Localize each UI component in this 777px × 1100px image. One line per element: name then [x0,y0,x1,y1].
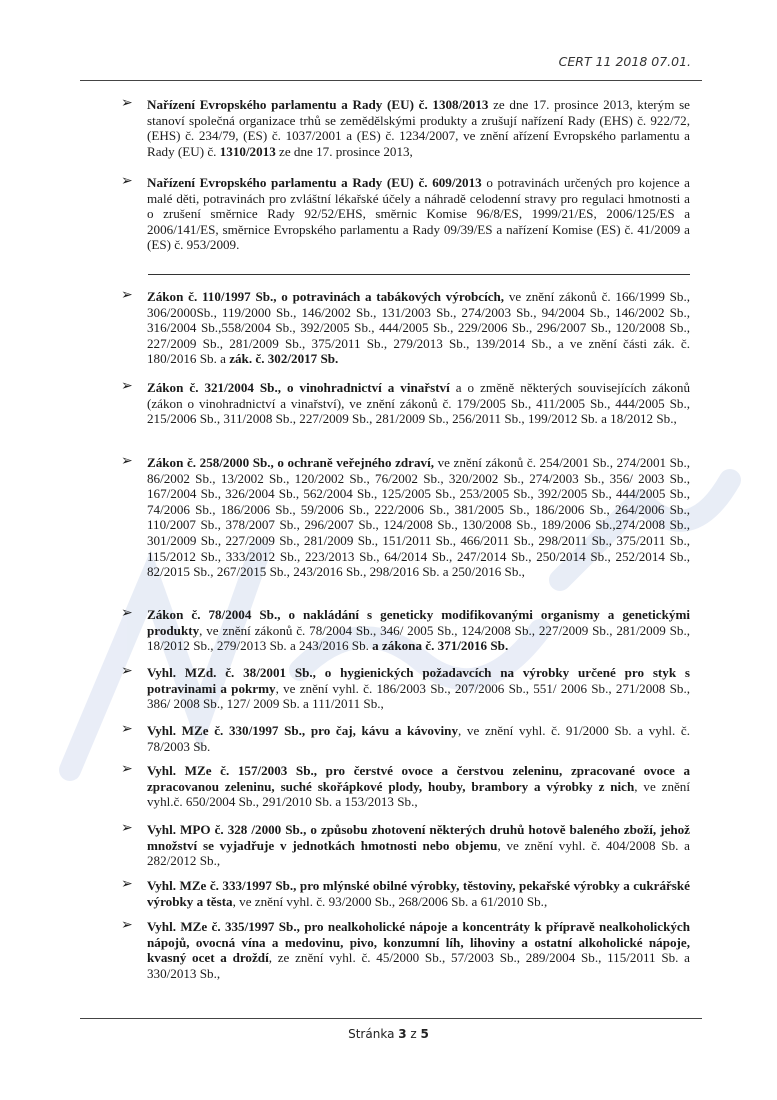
citation-text: , ve znění vyhl. č. 404/2008 Sb. a 282/2012 Sb., [147,837,690,869]
arrow-bullet-icon: ➢ [121,95,133,111]
arrow-bullet-icon: ➢ [121,917,133,933]
header-divider [80,80,702,81]
document-code: CERT 11 2018 07.01. [558,54,691,69]
citation-title: Vyhl. MZd. č. 38/2001 Sb., o hygienických požadavcích na výrobky určené pro styk s potravinami a pokrmy [147,665,690,696]
citation-title: Nařízení Evropského parlamentu a Rady (EU) č. 609/2013 [147,175,482,190]
citation-text: ze dne 17. prosince 2013, kterým se stanoví společná organizace trhů se zemědělskými produkty a zrušují nařízení Rady (EHS) č. 922/72, (EHS) č. 234/79, (ES) č. 1037/2001 a (ES) č. 1234/2007, ve znění ařízení Evropského parlamentu a Rady (EU) č. [147,97,690,159]
list-item-text [147,763,690,810]
citation-text: o potravinách určených pro kojence a malé děti, potravinách pro zvláštní lékařské účely a náhradě celodenní stravy pro regulaci hmotnosti a o zrušení směrnice Rady 92/52/EHS, směrnic Komise 96/8/ES, 1999/21/ES, 2006/125/ES a 2006/141/ES, směrnice Evropského parlamentu a Rady 09/39/ES a nařízení Komise (ES) č. 41/2009 a (ES) č. 953/2009. [147,175,690,253]
citation-text: a o změně některých souvisejících zákonů (zákon o vinohradnictví a vinařství), ve znění zákonů č. 179/2005 Sb., 411/2005 Sb., 444/2005 Sb., 215/2006 Sb., 311/2008 Sb., 227/2009 Sb., 281/2009 Sb., 256/2011 Sb., 199/2012 Sb. a 18/2012 Sb., [147,380,690,427]
citation-title: Vyhl. MZe č. 157/2003 Sb., pro čerstvé ovoce a čerstvou zeleninu, zpracované ovoce a zpracovanou zeleninu, suché skořápkové plody, houby, brambory a výrobky z nich [147,763,690,794]
citation-title: Nařízení Evropského parlamentu a Rady (EU) č. 1308/2013 [147,97,489,112]
arrow-bullet-icon: ➢ [121,876,133,892]
arrow-bullet-icon: ➢ [121,378,133,394]
citation-text: , ve znění zákonů č. 78/2004 Sb., 346/ 2005 Sb., 124/2008 Sb., 227/2009 Sb., 281/2009 Sb., 18/2012 Sb., 279/2013 Sb. a 243/2016 Sb. [147,622,690,654]
total-page-count: 5 [420,1027,429,1041]
citation-title: Vyhl. MZe č. 335/1997 Sb., pro nealkoholické nápoje a koncentráty k přípravě nealkoholických nápojů, ovocná vína a medovinu, pivo, konzumní líh, lihoviny a ostatní alkoholické nápoje, kvasný ocet a droždí [147,919,690,966]
arrow-bullet-icon: ➢ [121,453,133,469]
citation-title: Vyhl. MZe č. 333/1997 Sb., pro mlýnské obilné výrobky, těstoviny, pekařské výrobky a cukrářské výrobky a těsta [147,878,690,909]
arrow-bullet-icon: ➢ [121,663,133,679]
citation-title: Vyhl. MPO č. 328 /2000 Sb., o způsobu zhotovení některých druhů hotově baleného zboží, jehož množství se vyjadřuje v jednotkách hmotnosti nebo objemu [147,822,690,853]
citation-text: , ve znění vyhl. č. 91/2000 Sb. a vyhl. č. 78/2003 Sb. [147,723,690,754]
list-item-text [147,878,690,909]
list-item-text [147,289,690,367]
section-divider [148,274,690,275]
citation-text: , ze znění vyhl. č. 45/2000 Sb., 57/2003 Sb., 289/2004 Sb., 115/2011 Sb. a 330/2013 Sb., [147,950,690,981]
citation-text: ve znění zákonů č. 254/2001 Sb., 274/2001 Sb., 86/2002 Sb., 13/2002 Sb., 120/2002 Sb., 76/2002 Sb., 320/2002 Sb., 274/2003 Sb., 356/ 2003 Sb., 167/2004 Sb., 326/2004 Sb., 562/2004 Sb., 125/2005 Sb., 253/2005 Sb., 392/2005 Sb., 444/2005 Sb., 74/2006 Sb., 186/2006 Sb., 59/2006 Sb., 222/2006 Sb., 381/2005 Sb., 186/2006 Sb., 264/2006 Sb., 110/2007 Sb., 378/2007 Sb., 296/2007 Sb., 124/2008 Sb., 130/2008 Sb., 189/2006 Sb.,274/2008 Sb., 301/2009 Sb., 227/2009 Sb., 281/2009 Sb., 151/2011 Sb., 466/2011 Sb., 298/2011 Sb., 375/2011 Sb., 115/2012 Sb., 333/2012 Sb., 223/2013 Sb., 64/2014 Sb., 247/2014 Sb., 250/2014 Sb., 252/2014 Sb., 82/2015 Sb., 267/2015 Sb., 243/2016 Sb., 298/2016 Sb. a 250/2016 Sb., [147,455,690,580]
arrow-bullet-icon: ➢ [121,173,133,189]
arrow-bullet-icon: ➢ [121,605,133,621]
citation-title: Zákon č. 321/2004 Sb., o vinohradnictví a vinařství [147,380,450,395]
list-item-text [147,919,690,981]
arrow-bullet-icon: ➢ [121,721,133,737]
citation-title: a zákona č. 371/2016 Sb. [372,638,509,654]
citation-title: zák. č. 302/2017 Sb. [229,351,339,367]
citation-text: ze dne 17. prosince 2013, [275,143,413,159]
citation-text: ve znění zákonů č. 166/1999 Sb., 306/2000Sb., 119/2000 Sb., 146/2002 Sb., 131/2003 Sb., 274/2003 Sb., 94/2004 Sb., 146/2002 Sb., 316/2004 Sb.,558/2004 Sb., 392/2005 Sb., 444/2005 Sb., 229/2006 Sb., 296/2007 Sb., 120/2008 Sb., 227/2009 Sb., 281/2009 Sb., 375/2011 Sb., 279/2013 Sb., 139/2014 Sb., a ve znění části zák. č. 180/2016 Sb. a [147,289,690,367]
footer-label: Stránka [348,1027,399,1041]
citation-title: 1310/2013 [219,143,276,159]
arrow-bullet-icon: ➢ [121,820,133,836]
list-item-text [147,455,690,580]
page-footer [0,1027,777,1041]
current-page-number: 3 [398,1027,407,1041]
citation-title: Vyhl. MZe č. 330/1997 Sb., pro čaj, kávu a kávoviny [147,723,458,738]
citation-title: Zákon č. 78/2004 Sb., o nakládání s geneticky modifikovanými organismy a genetickými produkty [147,607,690,638]
list-item-text [147,723,690,754]
citation-text: , ve znění vyhl.č. 650/2004 Sb., 291/2010 Sb. a 153/2013 Sb., [147,778,690,810]
citation-title: Zákon č. 110/1997 Sb., o potravinách a tabákových výrobcích, [147,289,505,304]
footer-divider [80,1018,702,1019]
arrow-bullet-icon: ➢ [121,761,133,777]
arrow-bullet-icon: ➢ [121,287,133,303]
list-item-text [147,380,690,427]
citation-title: Zákon č. 258/2000 Sb., o ochraně veřejného zdraví, [147,455,434,470]
citation-text: , ve znění vyhl. č. 186/2003 Sb., 207/2006 Sb., 551/ 2006 Sb., 271/2008 Sb., 386/ 2008 Sb., 127/ 2009 Sb. a 111/2011 Sb., [147,680,691,712]
list-item-text [147,175,690,253]
citation-text: , ve znění vyhl. č. 93/2000 Sb., 268/2006 Sb. a 61/2010 Sb., [232,893,548,909]
list-item-text [147,607,690,654]
list-item-text [147,97,690,159]
list-item-text [147,822,690,869]
footer-separator: z [406,1027,421,1041]
list-item-text [147,665,690,712]
